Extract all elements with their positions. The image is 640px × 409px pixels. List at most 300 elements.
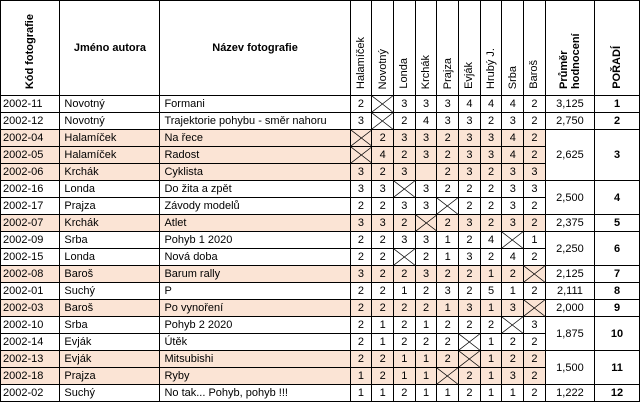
header-judge-label: Baroš (528, 60, 541, 89)
judge-score: 2 (350, 300, 372, 317)
photo-title: Barum rally (160, 266, 350, 283)
judge-score: 3 (415, 130, 437, 147)
judge-score: 2 (459, 385, 481, 402)
author-name: Londa (60, 249, 160, 266)
header-judge (415, 1, 437, 96)
average-score: 2,500 (545, 181, 594, 215)
judge-score: 3 (502, 300, 524, 317)
photo-title: Na řece (160, 130, 350, 147)
rank-value: 6 (595, 232, 640, 266)
judge-score: 2 (459, 317, 481, 334)
judge-score: 4 (415, 113, 437, 130)
judge-score: 2 (524, 130, 546, 147)
excluded-cross (502, 317, 524, 334)
photo-code: 2002-11 (1, 96, 60, 113)
judge-score: 2 (350, 249, 372, 266)
excluded-cross (350, 130, 372, 147)
judge-score: 2 (394, 113, 416, 130)
rank-value: 4 (595, 181, 640, 215)
cross-icon (394, 181, 415, 197)
judge-score: 2 (372, 130, 394, 147)
table-row (1, 385, 640, 402)
judge-score: 3 (372, 215, 394, 232)
judge-score: 2 (350, 198, 372, 215)
header-rank (595, 1, 640, 96)
judge-score: 2 (437, 215, 459, 232)
judge-score: 1 (394, 368, 416, 385)
average-score: 3,125 (545, 96, 594, 113)
judge-score: 2 (437, 130, 459, 147)
excluded-cross (394, 249, 416, 266)
header-judge-label: Krchák (420, 54, 433, 89)
photo-code: 2002-17 (1, 198, 60, 215)
cross-icon (524, 266, 545, 282)
judge-score: 3 (394, 232, 416, 249)
judge-score: 2 (524, 368, 546, 385)
table-row (1, 164, 640, 181)
author-name: Evják (60, 351, 160, 368)
header-judge-label: Londa (398, 58, 411, 89)
judge-score: 4 (459, 96, 481, 113)
excluded-cross (459, 334, 481, 351)
header-judge (437, 1, 459, 96)
judge-score: 2 (480, 249, 502, 266)
table-row (1, 181, 640, 198)
header-author: Jméno autora (60, 1, 160, 96)
judge-score: 4 (502, 96, 524, 113)
author-name: Prajza (60, 368, 160, 385)
table-row (1, 266, 640, 283)
average-score: 2,625 (545, 130, 594, 181)
judge-score: 1 (437, 385, 459, 402)
judge-score: 1 (372, 334, 394, 351)
table-row (1, 198, 640, 215)
author-name: Srba (60, 232, 160, 249)
judge-score: 1 (437, 249, 459, 266)
header-judge (502, 1, 524, 96)
cross-icon (459, 351, 480, 367)
cross-icon (394, 249, 415, 265)
rank-value: 11 (595, 351, 640, 385)
judge-score: 3 (524, 164, 546, 181)
header-judge (394, 1, 416, 96)
judge-score: 3 (415, 96, 437, 113)
judge-score: 4 (372, 147, 394, 164)
photo-code: 2002-09 (1, 232, 60, 249)
judge-score: 3 (394, 130, 416, 147)
header-judge (350, 1, 372, 96)
judge-score: 1 (437, 232, 459, 249)
judge-score: 3 (415, 198, 437, 215)
header-judge (524, 1, 546, 96)
average-score: 2,375 (545, 215, 594, 232)
judge-score: 2 (350, 232, 372, 249)
judge-score: 2 (350, 334, 372, 351)
photo-code: 2002-08 (1, 266, 60, 283)
excluded-cross (437, 368, 459, 385)
judge-score: 2 (394, 266, 416, 283)
judge-score: 2 (524, 334, 546, 351)
judge-score: 2 (394, 385, 416, 402)
average-score: 2,750 (545, 113, 594, 130)
judge-score: 3 (415, 266, 437, 283)
photo-title: Atlet (160, 215, 350, 232)
judge-score: 2 (524, 198, 546, 215)
judge-score: 3 (350, 266, 372, 283)
table-row (1, 96, 640, 113)
photo-code: 2002-04 (1, 130, 60, 147)
judge-score: 3 (350, 215, 372, 232)
rank-value: 2 (595, 113, 640, 130)
rank-value: 5 (595, 215, 640, 232)
author-name: Krchák (60, 164, 160, 181)
judge-score: 2 (350, 317, 372, 334)
judge-score: 2 (372, 266, 394, 283)
judge-score: 5 (480, 283, 502, 300)
judge-score: 3 (459, 215, 481, 232)
cross-icon (372, 113, 393, 129)
judge-score: 1 (480, 385, 502, 402)
judge-score (415, 164, 437, 181)
photo-title: Do žita a zpět (160, 181, 350, 198)
author-name: Halamíček (60, 147, 160, 164)
table-row (1, 334, 640, 351)
judge-score: 2 (437, 266, 459, 283)
author-name: Novotný (60, 96, 160, 113)
header-judge-label: Novotný (376, 48, 389, 89)
judge-score: 2 (394, 215, 416, 232)
judge-score: 4 (502, 249, 524, 266)
author-name: Krchák (60, 215, 160, 232)
judge-score: 2 (437, 351, 459, 368)
photo-title: No tak... Pohyb, pohyb !!! (160, 385, 350, 402)
judge-score: 2 (502, 351, 524, 368)
author-name: Evják (60, 334, 160, 351)
rank-value: 10 (595, 317, 640, 351)
judge-score: 3 (459, 164, 481, 181)
table-row (1, 147, 640, 164)
table-row (1, 283, 640, 300)
table-row (1, 249, 640, 266)
table-row (1, 215, 640, 232)
judge-score: 2 (459, 266, 481, 283)
judge-score: 2 (524, 96, 546, 113)
judge-score: 2 (459, 232, 481, 249)
header-judge-label: Hrubý J. (485, 48, 498, 89)
judge-score: 3 (524, 317, 546, 334)
rank-value: 8 (595, 283, 640, 300)
judge-score: 2 (394, 300, 416, 317)
cross-icon (351, 130, 372, 146)
photo-title: Nová doba (160, 249, 350, 266)
judge-score: 1 (502, 283, 524, 300)
judge-score: 2 (480, 198, 502, 215)
excluded-cross (524, 300, 546, 317)
rank-value: 1 (595, 96, 640, 113)
header-judge (459, 1, 481, 96)
cross-icon (459, 334, 480, 350)
judge-score: 3 (502, 215, 524, 232)
judge-score: 1 (350, 368, 372, 385)
cross-icon (502, 317, 523, 333)
judge-score: 3 (480, 147, 502, 164)
author-name: Londa (60, 181, 160, 198)
judge-score: 2 (437, 164, 459, 181)
photo-code: 2002-15 (1, 249, 60, 266)
header-judge (480, 1, 502, 96)
judge-score: 2 (372, 300, 394, 317)
judge-score: 4 (480, 96, 502, 113)
cross-icon (502, 232, 523, 248)
average-score: 2,250 (545, 232, 594, 266)
photo-title: Závody modelů (160, 198, 350, 215)
judge-score: 2 (524, 351, 546, 368)
judge-score: 2 (415, 334, 437, 351)
judge-score: 3 (350, 164, 372, 181)
excluded-cross (350, 147, 372, 164)
judge-score: 1 (372, 317, 394, 334)
judge-score: 2 (350, 96, 372, 113)
judge-score: 2 (350, 283, 372, 300)
author-name: Novotný (60, 113, 160, 130)
judge-score: 2 (437, 181, 459, 198)
author-name: Srba (60, 317, 160, 334)
judge-score: 3 (415, 232, 437, 249)
cross-icon (437, 198, 458, 214)
judge-score: 3 (480, 130, 502, 147)
judge-score: 2 (394, 317, 416, 334)
judge-score: 1 (372, 385, 394, 402)
judge-score: 3 (502, 198, 524, 215)
photo-title: Formani (160, 96, 350, 113)
table-row (1, 113, 640, 130)
header-judge-label: Halamíček (354, 37, 367, 89)
judge-score: 2 (459, 368, 481, 385)
header-title: Název fotografie (160, 1, 350, 96)
photo-code: 2002-07 (1, 215, 60, 232)
judge-score: 3 (459, 130, 481, 147)
judge-score: 2 (524, 215, 546, 232)
header-judge-label: Prajza (441, 57, 454, 89)
judge-score: 2 (372, 164, 394, 181)
excluded-cross (372, 113, 394, 130)
photo-code: 2002-12 (1, 113, 60, 130)
photo-code: 2002-06 (1, 164, 60, 181)
judge-score: 3 (459, 249, 481, 266)
judge-score: 1 (502, 385, 524, 402)
average-score: 1,500 (545, 351, 594, 385)
judge-score: 3 (502, 113, 524, 130)
judge-score: 1 (415, 317, 437, 334)
table-row (1, 317, 640, 334)
photo-title: Pohyb 1 2020 (160, 232, 350, 249)
judge-score: 4 (480, 232, 502, 249)
judge-score: 3 (350, 113, 372, 130)
photo-title: Cyklista (160, 164, 350, 181)
judge-score: 3 (502, 368, 524, 385)
judge-score: 2 (524, 283, 546, 300)
photo-title: Útěk (160, 334, 350, 351)
author-name: Suchý (60, 283, 160, 300)
judge-score: 2 (437, 334, 459, 351)
author-name: Suchý (60, 385, 160, 402)
judge-score: 3 (394, 96, 416, 113)
judge-score: 2 (415, 249, 437, 266)
judge-score: 2 (524, 385, 546, 402)
judge-score: 3 (415, 181, 437, 198)
judge-score: 2 (524, 249, 546, 266)
judge-score: 2 (372, 368, 394, 385)
judge-score: 2 (480, 113, 502, 130)
cross-icon (437, 368, 458, 384)
photo-title: Po vynoření (160, 300, 350, 317)
excluded-cross (459, 351, 481, 368)
judge-score: 3 (502, 164, 524, 181)
photo-code: 2002-10 (1, 317, 60, 334)
judge-score: 1 (524, 232, 546, 249)
judge-score: 2 (480, 215, 502, 232)
rank-value: 9 (595, 300, 640, 317)
table-row (1, 351, 640, 368)
author-name: Prajza (60, 198, 160, 215)
judge-score: 2 (372, 249, 394, 266)
judge-score: 2 (372, 351, 394, 368)
judge-score: 3 (350, 181, 372, 198)
judge-score: 2 (372, 198, 394, 215)
table-row (1, 368, 640, 385)
judge-score: 1 (480, 266, 502, 283)
judge-score: 3 (502, 181, 524, 198)
photo-code: 2002-13 (1, 351, 60, 368)
average-score: 1,222 (545, 385, 594, 402)
author-name: Baroš (60, 266, 160, 283)
judge-score: 2 (394, 334, 416, 351)
judge-score: 2 (502, 266, 524, 283)
table-row (1, 130, 640, 147)
judge-score: 1 (480, 334, 502, 351)
rank-value: 3 (595, 130, 640, 181)
header-rank-label: POŘADÍ (611, 46, 624, 89)
judge-score: 3 (394, 164, 416, 181)
judge-score: 3 (459, 113, 481, 130)
judge-score: 2 (480, 317, 502, 334)
judge-score: 2 (372, 232, 394, 249)
header-code (1, 1, 60, 96)
judge-score: 1 (480, 300, 502, 317)
judge-score: 4 (502, 130, 524, 147)
judge-score: 4 (502, 147, 524, 164)
judge-score: 3 (437, 96, 459, 113)
judge-score: 2 (524, 147, 546, 164)
photo-title: Trajektorie pohybu - směr nahoru (160, 113, 350, 130)
excluded-cross (437, 198, 459, 215)
judge-score: 2 (415, 300, 437, 317)
header-avg-label: Průměr hodnocení (557, 33, 582, 89)
judge-score: 3 (459, 300, 481, 317)
judge-score: 1 (394, 283, 416, 300)
judge-score: 3 (437, 113, 459, 130)
judge-score: 2 (350, 351, 372, 368)
judge-score: 1 (394, 351, 416, 368)
average-score: 2,000 (545, 300, 594, 317)
photo-code: 2002-14 (1, 334, 60, 351)
cross-icon (351, 147, 372, 163)
judge-score: 1 (415, 351, 437, 368)
average-score: 1,875 (545, 317, 594, 351)
judge-score: 2 (459, 181, 481, 198)
photo-code: 2002-02 (1, 385, 60, 402)
judge-score: 2 (372, 283, 394, 300)
photo-title: Mitsubishi (160, 351, 350, 368)
judge-score: 3 (459, 147, 481, 164)
judge-score: 2 (524, 113, 546, 130)
judge-score: 2 (415, 283, 437, 300)
table-body (1, 96, 640, 402)
judge-score: 1 (480, 368, 502, 385)
judge-score: 1 (480, 351, 502, 368)
rank-value: 12 (595, 385, 640, 402)
header-judge (372, 1, 394, 96)
header-code-label: Kód fotografie (24, 13, 37, 89)
author-name: Baroš (60, 300, 160, 317)
average-score: 2,125 (545, 266, 594, 283)
cross-icon (524, 300, 545, 316)
judge-score: 1 (350, 385, 372, 402)
judge-score: 1 (415, 385, 437, 402)
judge-score: 2 (459, 283, 481, 300)
author-name: Halamíček (60, 130, 160, 147)
header-judge-label: Evják (463, 62, 476, 89)
judge-score: 2 (459, 198, 481, 215)
judge-score: 1 (437, 300, 459, 317)
judge-score: 1 (415, 368, 437, 385)
photo-title: Ryby (160, 368, 350, 385)
average-score: 2,111 (545, 283, 594, 300)
photo-code: 2002-05 (1, 147, 60, 164)
judge-score: 3 (415, 147, 437, 164)
judge-score: 2 (480, 181, 502, 198)
excluded-cross (524, 266, 546, 283)
cross-icon (372, 96, 393, 112)
judge-score: 2 (502, 334, 524, 351)
cross-icon (416, 215, 437, 231)
judge-score: 2 (437, 317, 459, 334)
photo-code: 2002-01 (1, 283, 60, 300)
excluded-cross (502, 232, 524, 249)
table-row (1, 300, 640, 317)
judge-score: 2 (437, 147, 459, 164)
header-judge-label: Srba (506, 65, 519, 89)
judge-score: 3 (372, 181, 394, 198)
photo-title: Pohyb 2 2020 (160, 317, 350, 334)
photo-code: 2002-16 (1, 181, 60, 198)
judge-score: 2 (394, 147, 416, 164)
excluded-cross (372, 96, 394, 113)
header-avg (545, 1, 594, 96)
header-row (1, 1, 640, 96)
judge-score: 3 (394, 198, 416, 215)
excluded-cross (415, 215, 437, 232)
photo-title: Radost (160, 147, 350, 164)
excluded-cross (394, 181, 416, 198)
photo-code: 2002-03 (1, 300, 60, 317)
photo-title: P (160, 283, 350, 300)
judge-score: 3 (437, 283, 459, 300)
judge-score: 2 (480, 164, 502, 181)
table-row (1, 232, 640, 249)
photo-code: 2002-18 (1, 368, 60, 385)
rank-value: 7 (595, 266, 640, 283)
